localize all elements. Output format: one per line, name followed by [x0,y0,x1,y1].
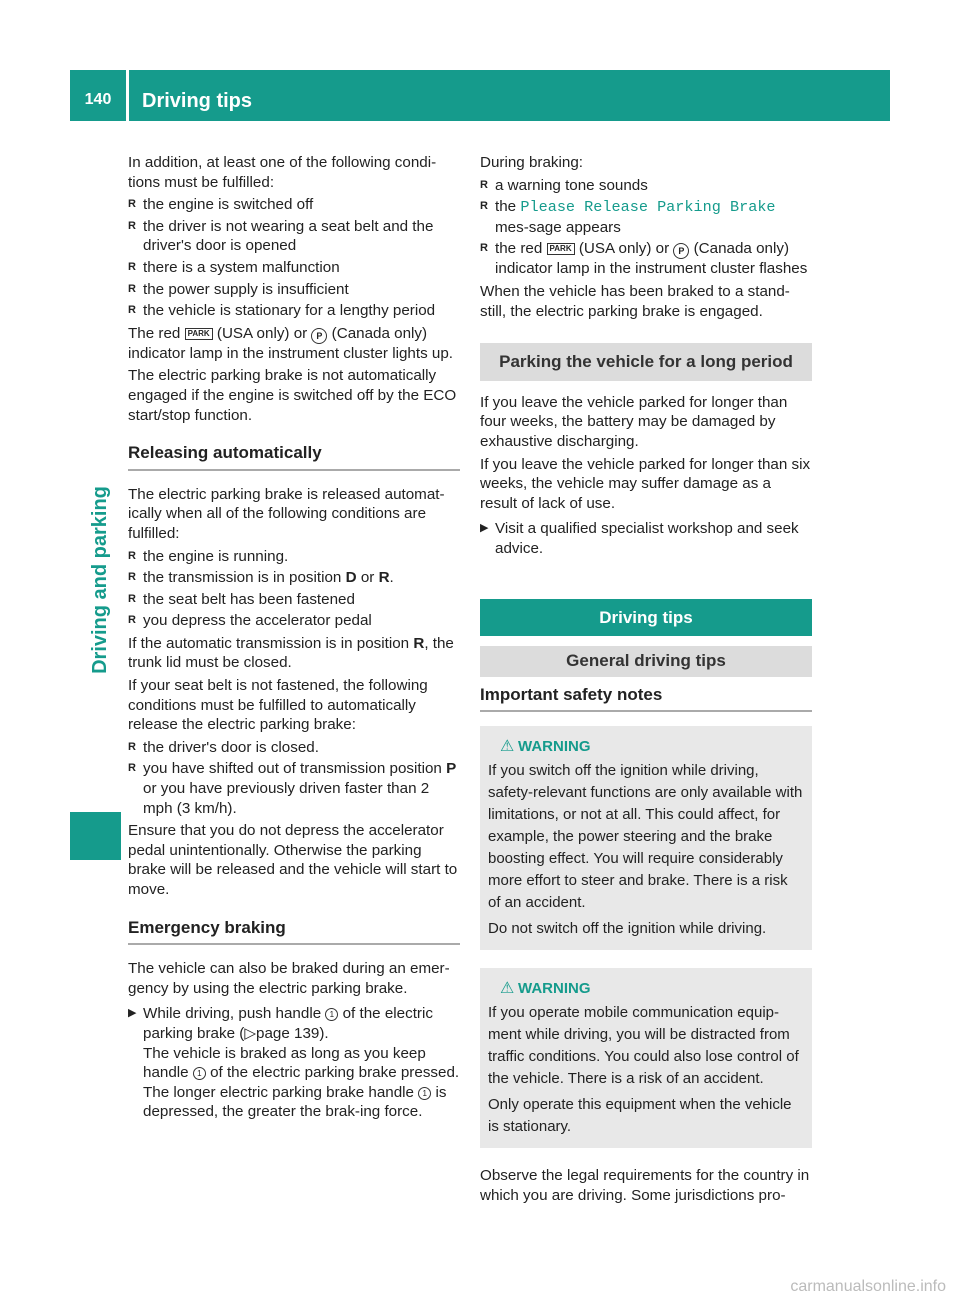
warning-box [480,726,812,950]
warning-triangle-icon: ⚠ [500,980,515,998]
bullet-icon: R [128,282,136,295]
list-item: R a warning tone sounds [480,176,648,194]
bullet-icon: R [128,304,136,317]
bullet-icon: R [128,549,136,562]
driving-tips-band: Driving tips [480,599,812,637]
list-item: R the driver is not wearing a seat belt and the driver's door is opened [128,217,434,255]
bullet-icon: R [128,614,136,627]
warning-header: ⚠ WARNING [488,978,804,1000]
warning-box [480,968,812,1148]
seatbelt-paragraph: If your seat belt is not fastened, the following conditions must be fulfilled to automatically release the electric parking brake: [128,677,428,734]
step-arrow-icon: ▶ [480,522,489,535]
seatbelt-list [128,738,460,818]
page-ref-link[interactable]: page 139 [256,1024,320,1042]
list-item: R the engine is switched off [128,196,314,214]
bullet-icon: R [128,198,136,211]
list-item: R there is a system malfunction [128,258,340,276]
releasing-intro: The electric parking brake is released automat-ically when all of the following conditions are fulfilled: [128,485,445,542]
bullet-icon: R [128,762,136,775]
left-column [128,153,460,1125]
right-column [480,153,812,1208]
handle-number-icon: 1 [193,1067,206,1080]
general-tips-band: General driving tips [480,646,812,677]
long-period-heading: Parking the vehicle for a long period [480,343,812,381]
page-number: 140 [84,91,112,108]
conditions-list [128,195,460,321]
bullet-icon: R [128,592,136,605]
releasing-heading: Releasing automatically [128,443,460,471]
warning-text: Do not switch off the ignition while driving. [488,920,767,938]
warning-text: If you operate mobile communication equip-ment while driving, you will be distracted from traffic conditions. You could also lose control of the vehicle. There is a risk of an accident. [488,1004,799,1088]
bullet-icon: R [128,571,136,584]
auto-trans-paragraph: If the automatic transmission is in position R, the trunk lid must be closed. [128,634,454,672]
bullet-icon: R [480,242,488,255]
emergency-intro: The vehicle can also be braked during an emer-gency by using the electric parking brake. [128,960,450,997]
header-divider [126,70,129,121]
bullet-icon: R [128,740,136,753]
intro-paragraph: In addition, at least one of the following condi- tions must be fulfilled: [128,154,437,191]
handle-number-icon: 1 [325,1008,338,1021]
list-item: R you have shifted out of transmission position P or you have previously driven faster than 2 mph (3 km/h). [128,760,457,817]
display-message: Please Release Parking Brake [520,198,776,217]
four-weeks-paragraph: If you leave the vehicle parked for longer than four weeks, the battery may be damaged by exhaustive discharging. [480,393,788,450]
braking-list [480,176,812,279]
handle-number-icon: 1 [418,1087,431,1100]
bullet-icon: R [128,219,136,232]
visit-step: ▶ Visit a qualified specialist workshop and seek advice. [480,520,799,557]
emergency-heading: Emergency braking [128,918,460,946]
legal-paragraph: Observe the legal requirements for the country in which you are driving. Some jurisdictions pro- [480,1167,810,1204]
list-item: R the Please Release Parking Brake mes-sage appears [480,198,776,236]
bullet-icon: R [128,260,136,273]
safety-heading: Important safety notes [480,685,812,713]
emergency-step: ▶ While driving, push handle 1 of the electric parking brake (▷page 139). The vehicle is braked as long as you keep handle 1 of the electric parking brake pressed. The longer electric parking brake handle 1 is depressed, the greater the brak-ing force. [128,1005,460,1121]
braked-paragraph: When the vehicle has been braked to a stand-still, the electric parking brake is engaged. [480,282,790,320]
step-arrow-icon: ▶ [128,1007,137,1020]
bullet-icon: R [480,178,488,191]
side-marker [70,812,121,860]
side-label: Driving and parking [89,486,112,674]
page-title: Driving tips [142,90,253,112]
list-item: R the engine is running. [128,547,289,565]
list-item: R the vehicle is stationary for a lengthy period [128,302,436,320]
warning-triangle-icon: ⚠ [500,738,515,756]
bullet-icon: R [480,200,488,213]
watermark: carmanualsonline.info [790,1278,946,1295]
page-ref-icon: ▷ [244,1024,256,1042]
page-header [70,70,890,121]
list-item: R the driver's door is closed. [128,738,319,756]
park-icon: PARK [547,243,575,255]
list-item: R the power supply is insufficient [128,280,349,298]
list-item: R you depress the accelerator pedal [128,612,372,630]
list-item: R the red PARK (USA only) or P (Canada only) indicator lamp in the instrument cluster flashes [480,240,808,278]
warning-text: If you switch off the ignition while driving, safety-relevant functions are only available with limitations, or not at all. This could affect, for example, the power steering and the brake boosting effect. You will require considerably more effort to steer and brake. There is a risk of an accident. [488,762,803,912]
warning-text: Only operate this equipment when the vehicle is stationary. [488,1096,792,1136]
ensure-paragraph: Ensure that you do not depress the accelerator pedal unintentionally. Otherwise the parking brake will be released and the vehicle will start to move. [128,822,458,898]
warning-header: ⚠ WARNING [488,736,804,758]
six-weeks-paragraph: If you leave the vehicle parked for longer than six weeks, the vehicle may suffer damage as a result of lack of use. [480,455,811,512]
list-item: R the seat belt has been fastened [128,590,355,608]
red-lamp-paragraph: The red PARK (USA only) or P (Canada only) indicator lamp in the instrument cluster lights up. [128,324,453,362]
park-icon: PARK [185,328,213,340]
canada-brake-icon: P [673,243,689,259]
releasing-list [128,547,460,631]
list-item: R the transmission is in position D or R. [128,569,394,587]
not-auto-paragraph: The electric parking brake is not automatically engaged if the engine is switched off by the ECO start/stop function. [128,367,457,424]
during-braking: During braking: [480,154,583,171]
canada-brake-icon: P [311,328,327,344]
